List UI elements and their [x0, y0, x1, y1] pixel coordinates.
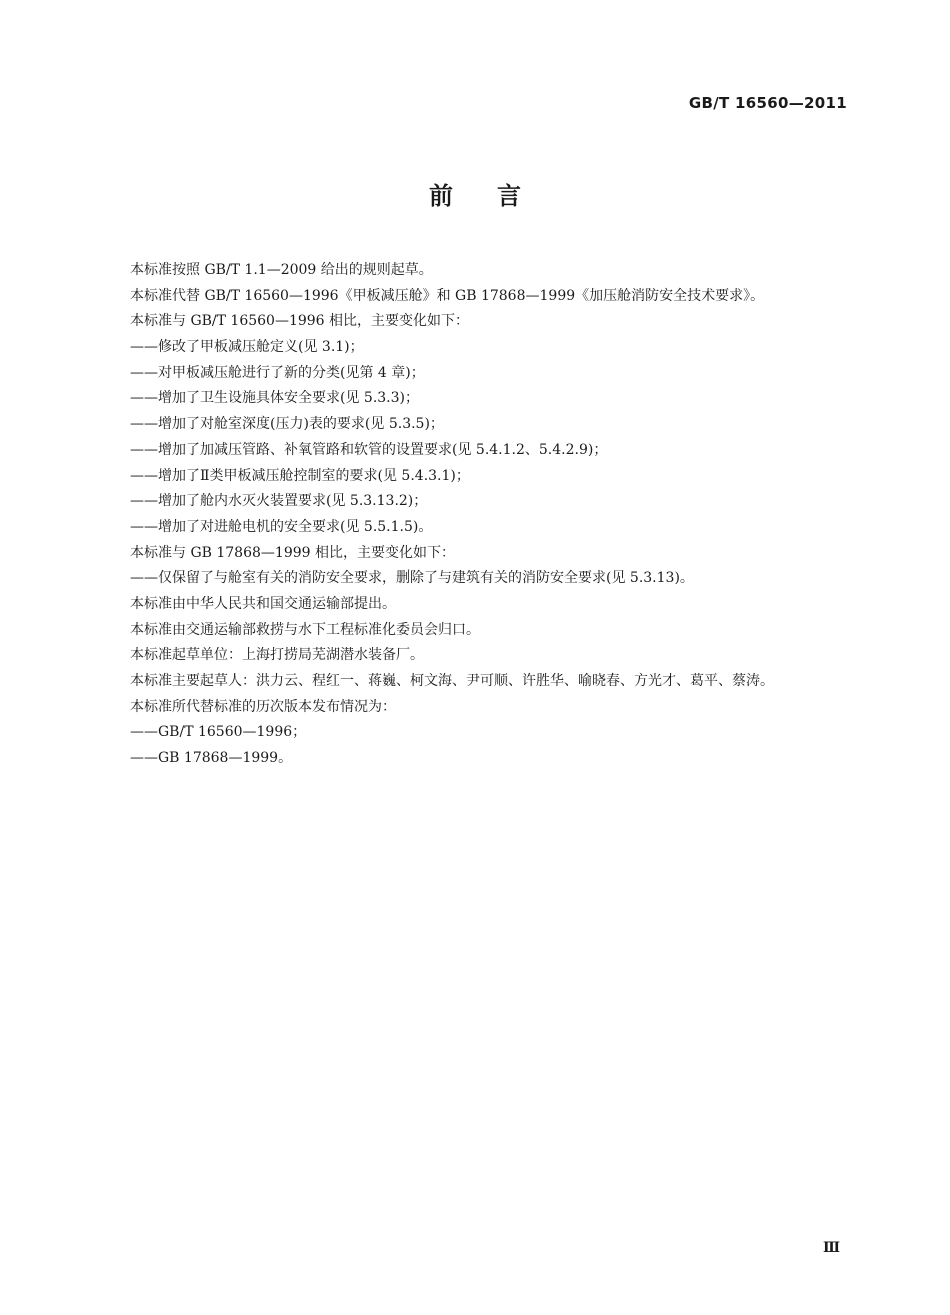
list-item: ——GB 17868—1999。 — [130, 750, 293, 767]
foreword-body — [130, 258, 850, 772]
list-item: ——增加了对舱室深度(压力)表的要求(见 5.3.5)； — [130, 416, 444, 433]
list-item: ——增加了卫生设施具体安全要求(见 5.3.3)； — [130, 390, 419, 407]
paragraph-line: 本标准与 GB 17868—1999 相比，主要变化如下： — [130, 544, 455, 561]
page-number: Ⅲ — [822, 1240, 840, 1256]
list-item: ——增加了舱内水灭火装置要求(见 5.3.13.2)； — [130, 493, 428, 510]
paragraph-line: 本标准所代替标准的历次版本发布情况为： — [130, 698, 396, 715]
list-item: ——增加了对进舱电机的安全要求(见 5.5.1.5)。 — [130, 518, 433, 535]
paragraph-line: 本标准与 GB/T 16560—1996 相比，主要变化如下： — [130, 313, 470, 330]
paragraph-line: 本标准按照 GB/T 1.1—2009 给出的规则起草。 — [130, 262, 433, 278]
list-item: ——GB/T 16560—1996； — [130, 724, 307, 741]
list-item: ——修改了甲板减压舱定义(见 3.1)； — [130, 339, 364, 356]
list-item: ——增加了加减压管路、补氧管路和软管的设置要求(见 5.4.1.2、5.4.2.9)； — [130, 441, 608, 458]
paragraph-line: 本标准起草单位：上海打捞局芜湖潜水装备厂。 — [130, 647, 424, 664]
paragraph-line: 本标准由交通运输部救捞与水下工程标准化委员会归口。 — [130, 621, 480, 638]
paragraph-line: 本标准由中华人民共和国交通运输部提出。 — [130, 595, 396, 612]
paragraph-line: 本标准主要起草人：洪力云、程红一、蒋巍、柯文海、尹可顺、许胜华、喻晓春、方光才、葛平、蔡涛。 — [130, 673, 774, 689]
standard-number: GB/T 16560—2011 — [688, 94, 847, 112]
page-title: 前言 — [429, 182, 565, 210]
list-item: ——增加了Ⅱ类甲板减压舱控制室的要求(见 5.4.3.1)； — [130, 467, 470, 484]
paragraph-line: 本标准代替 GB/T 16560—1996《甲板减压舱》和 GB 17868—1999《加压舱消防安全技术要求》。 — [130, 287, 765, 304]
list-item: ——仅保留了与舱室有关的消防安全要求，删除了与建筑有关的消防安全要求(见 5.3.13)。 — [130, 570, 694, 587]
list-item: ——对甲板减压舱进行了新的分类(见第 4 章)； — [130, 364, 425, 381]
